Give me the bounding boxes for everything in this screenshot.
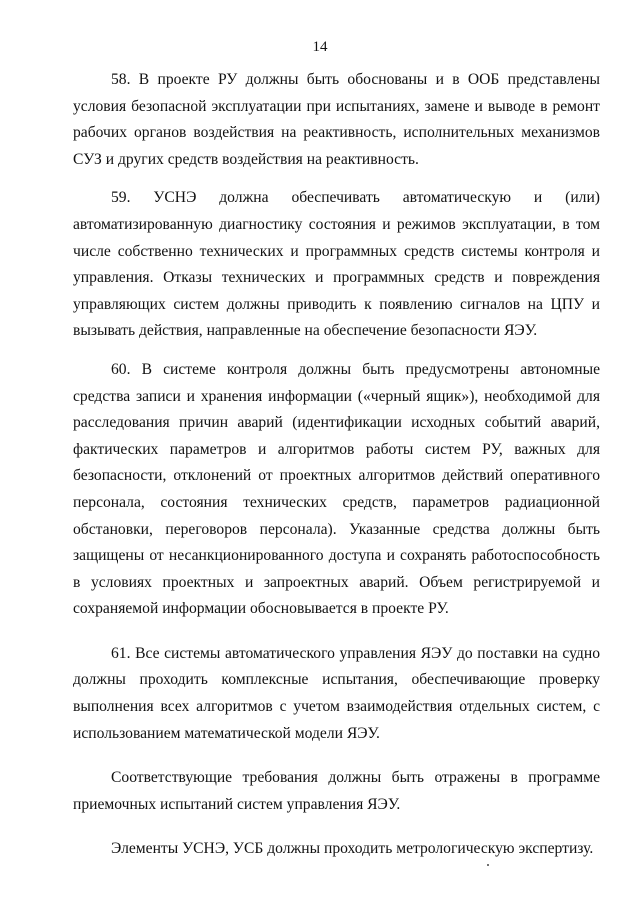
paragraph-metrology-note: Элементы УСНЭ, УСБ должны проходить метрологическую экспертизу. xyxy=(111,840,594,858)
page-number: 14 xyxy=(312,39,328,55)
paragraph-60: 60. В системе контроля должны быть предусмотрены автономные средства записи и хранения информации («черный ящик»), необходимой для расследования причин аварий (идентификации исходных событий аварий, фактических параметров и алгоритмов работы систем РУ, важных для безопасности, отклонений от проектных алгоритмов действий оперативного персонала, состояния технических средств, параметров радиационной обстановки, переговоров персонала). Указанные средства должны быть защищены от несанкционированного доступа и сохранять работоспособность в условиях проектных и запроектных аварий. Объем регистрируемой и сохраняемой информации обосновывается в проекте РУ. xyxy=(73,360,600,618)
paragraph-58: 58. В проекте РУ должны быть обоснованы и в ООБ представлены условия безопасной эксплуатации при испытаниях, замене и выводе в ремонт рабочих органов воздействия на реактивность, исполнительных механизмов СУЗ и других средств воздействия на реактивность. xyxy=(73,71,600,168)
paragraph-61: 61. Все системы автоматического управления ЯЭУ до поставки на судно должны проходить комплексные испытания, обеспечивающие проверку выполнения всех алгоритмов с учетом взаимодействия отдельных систем, с использованием математической модели ЯЭУ. xyxy=(73,644,600,742)
paragraph-59: 59. УСНЭ должна обеспечивать автоматическую и (или) автоматизированную диагностику состояния и режимов эксплуатации, в том числе собственно технических и программных средств системы контроля и управления. Отказы технических и программных средств и повреждения управляющих систем должны приводить к появлению сигналов на ЦПУ и вызывать действия, направленные на обеспечение безопасности ЯЭУ. xyxy=(73,189,600,340)
scan-speck xyxy=(487,864,489,866)
paragraph-requirements-note: Соответствующие требования должны быть отражены в программе приемочных испытаний систем управления ЯЭУ. xyxy=(73,769,600,813)
document-body xyxy=(73,67,600,863)
